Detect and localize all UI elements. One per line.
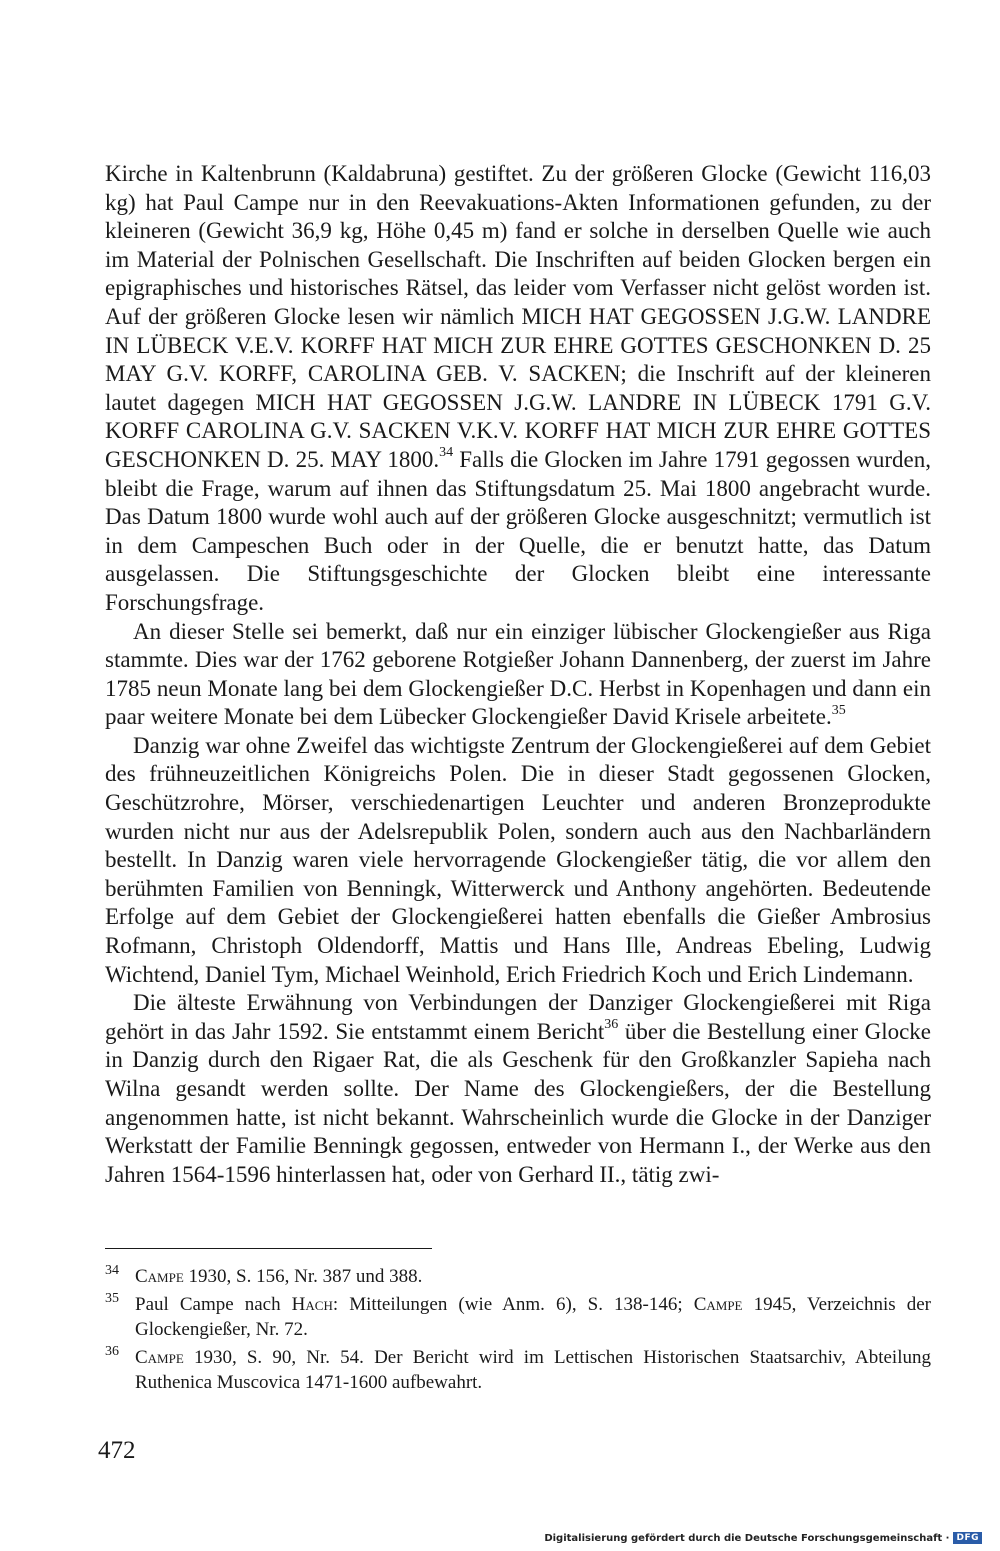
body-text bbox=[105, 160, 931, 1189]
footnote bbox=[105, 1292, 931, 1342]
author-small-caps: Campe bbox=[135, 1266, 184, 1287]
page-number: 472 bbox=[98, 1437, 136, 1464]
paragraph-text: über die Bestellung einer Glocke in Danzig durch den Rigaer Rat, die als Geschenk für den Großkanzler Sapieha nach Wilna gesandt werden sollte. Der Name des Glockengießers, der die Bestellung angenommen hatte, ist nicht bekannt. Wahrscheinlich wurde die Glocke in der Danziger Werkstatt der Familie Benningk gegossen, entweder von Hermann I., der Werke aus den Jahren 1564-1596 hinterlassen hat, oder von Gerhard II., tätig zwi- bbox=[105, 1018, 932, 1187]
author-small-caps: Campe bbox=[693, 1294, 743, 1315]
footnote-text-segment: 1945, Verzeichnis der Glockengießer, Nr. 72. bbox=[135, 1294, 931, 1340]
paragraph-text: Falls die Glocken im Jahre 1791 gegossen wurden, bleibt die Frage, warum auf ihnen das Stiftungsdatum 25. Mai 1800 angebracht wurde. Das Datum 1800 wurde wohl auch auf der größeren Glocke ausgeschnitzt; vermutlich ist in dem Campeschen Buch oder in der Quelle, die er benutzt hatte, das Datum ausgelassen. Die Stiftungsgeschichte der Glocken bleibt eine interessante Forschungsfrage. bbox=[105, 446, 931, 615]
footnote-text-segment: 1930, S. 90, Nr. 54. Der Bericht wird im Lettischen Historischen Staatsarchiv, Abteilung Ruthenica Muscovica 1471-1600 aufbewahrt. bbox=[135, 1347, 931, 1393]
footnote-reference: 36 bbox=[604, 1017, 619, 1033]
paragraph bbox=[105, 989, 931, 1189]
footnote-number: 35 bbox=[105, 1291, 119, 1306]
footnote-divider bbox=[105, 1248, 432, 1249]
paragraph-text: Kirche in Kaltenbrunn (Kaldabruna) gestiftet. Zu der größeren Glocke (Gewicht 116,03 kg) hat Paul Campe nur in den Reevakuations-Akten Informationen gefunden, zu der kleineren (Gewicht 36,9 kg, Höhe 0,45 m) fand er solche in derselben Quelle wie auch im Material der Polnischen Gesellschaft. Die Inschriften auf beiden Glocken bergen ein epigraphisches und historisches Rätsel, das leider vom Verfasser nicht gelöst worden ist. Auf der größeren Glocke lesen wir nämlich MICH HAT GEGOSSEN J.G.W. LANDRE IN LÜBECK V.E.V. KORFF HAT MICH ZUR EHRE GOTTES GESCHONKEN D. 25 MAY G.V. KORFF, CAROLINA GEB. V. SACKEN; die Inschrift auf der kleineren lautet dagegen MICH HAT GEGOSSEN J.G.W. LANDRE IN LÜBECK 1791 G.V. KORFF CAROLINA G.V. SACKEN V.K.V. KORFF HAT MICH ZUR EHRE GOTTES GESCHONKEN D. 25. MAY 1800. bbox=[105, 161, 931, 472]
footnote-text-segment: 1930, S. 156, Nr. 387 und 388. bbox=[183, 1266, 423, 1287]
footnote-text-segment: : Mitteilungen (wie Anm. 6), S. 138-146; bbox=[332, 1294, 694, 1315]
footnote bbox=[105, 1345, 931, 1395]
dfg-logo: DFG bbox=[953, 1532, 982, 1544]
paragraph bbox=[105, 618, 931, 732]
footnote-reference: 34 bbox=[439, 445, 454, 461]
author-small-caps: Hach bbox=[291, 1294, 333, 1315]
paragraph-text: Danzig war ohne Zweifel das wichtigste Zentrum der Glockengießerei auf dem Gebiet des frühneuzeitlichen Königreichs Polen. Die in dieser Stadt gegossenen Glocken, Geschützrohre, Mörser, verschiedenartigen Leuchter und anderen Bronzeprodukte wurden nicht nur aus der Adelsrepublik Polen, sondern auch aus den Nachbarländern bestellt. In Danzig waren viele hervorragende Glockengießer tätig, die vor allem den berühmten Familien von Benningk, Witterwerck und Anthony angehörten. Bedeutende Erfolge auf dem Gebiet der Glockengießerei hatten ebenfalls die Gießer Ambrosius Rofmann, Christoph Oldendorff, Mattis und Hans Ille, Andreas Ebeling, Ludwig Wichtend, Daniel Tym, Michael Weinhold, Erich Friedrich Koch und Erich Lindemann. bbox=[105, 732, 931, 987]
footnote-text bbox=[135, 1347, 931, 1393]
credit-text: Digitalisierung gefördert durch die Deutsche Forschungsgemeinschaft · bbox=[544, 1532, 950, 1544]
paragraph bbox=[105, 160, 931, 618]
footnote-number: 34 bbox=[105, 1263, 119, 1278]
footnote-text bbox=[135, 1294, 931, 1340]
footnote-text bbox=[135, 1266, 422, 1287]
footnote-text-segment: Paul Campe nach bbox=[135, 1294, 292, 1315]
footnote-number: 36 bbox=[105, 1344, 119, 1359]
footnote-reference: 35 bbox=[831, 702, 846, 718]
digitization-credit bbox=[544, 1532, 982, 1544]
author-small-caps: Campe bbox=[135, 1347, 184, 1368]
paragraph-text: Die älteste Erwähnung von Verbindungen der Danziger Glockengießerei mit Riga gehört in das Jahr 1592. Sie entstammt einem Bericht bbox=[105, 990, 931, 1044]
footnote bbox=[105, 1264, 931, 1289]
footnotes bbox=[105, 1264, 931, 1398]
paragraph bbox=[105, 732, 931, 989]
paragraph-text: An dieser Stelle sei bemerkt, daß nur ein einziger lübischer Glockengießer aus Riga stammte. Dies war der 1762 geborene Rotgießer Johann Dannenberg, der zuerst im Jahre 1785 neun Monate lang bei dem Glockengießer D.C. Herbst in Kopenhagen und dann ein paar weitere Monate bei dem Lübecker Glockengießer David Krisele arbeitete. bbox=[105, 618, 931, 730]
